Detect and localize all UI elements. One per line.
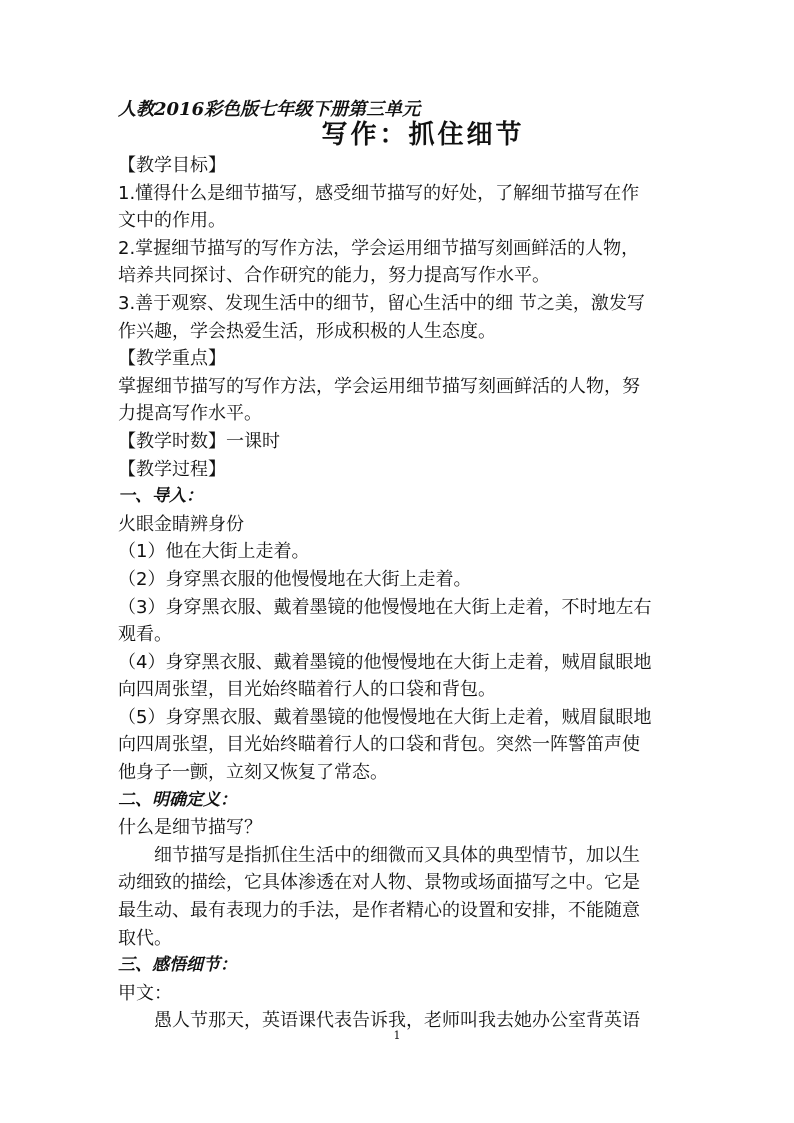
intro-item-2: （2）身穿黑衣服的他慢慢地在大街上走着。 [118, 568, 472, 590]
teaching-hours-label: 【教学时数】 [118, 430, 226, 452]
intro-item-5-line-3: 他身子一颤，立刻又恢复了常态。 [118, 762, 388, 784]
objective-3-line-2: 作兴趣，学会热爱生活，形成积极的人生态度。 [118, 320, 496, 342]
teaching-hours-value: 一课时 [226, 430, 280, 452]
definition-line-4: 取代。 [118, 927, 172, 949]
page-number: 1 [393, 1029, 401, 1042]
key-points-line-2: 力提高写作水平。 [118, 403, 262, 425]
feel-subheading: 甲文： [118, 982, 172, 1004]
book-line: 人教2016彩色版七年级下册第三单元 [118, 99, 421, 120]
process-heading: 【教学过程】 [118, 458, 226, 480]
definition-line-3: 最生动、最有表现力的手法，是作者精心的设置和安排，不能随意 [118, 900, 640, 922]
objective-2-line-1: 2.掌握细节描写的写作方法，学会运用细节描写刻画鲜活的人物， [118, 237, 640, 259]
objective-2-line-2: 培养共同探讨、合作研究的能力，努力提高写作水平。 [118, 265, 550, 287]
definition-line-2: 动细致的描绘，它具体渗透在对人物、景物或场面描写之中。它是 [118, 872, 640, 894]
definition-heading: 二、明确定义： [118, 789, 237, 810]
objective-3-line-1: 3.善于观察、发现生活中的细节，留心生活中的细 节之美，激发写 [118, 292, 645, 314]
objectives-heading: 【教学目标】 [118, 155, 226, 176]
document-title: 写作：抓住细节 [321, 120, 525, 150]
intro-item-5-line-2: 向四周张望，目光始终瞄着行人的口袋和背包。突然一阵警笛声使 [118, 734, 640, 756]
feel-heading: 三、感悟细节： [118, 955, 237, 976]
intro-activity: 火眼金睛辨身份 [118, 513, 244, 535]
objective-1-line-1: 1.懂得什么是细节描写，感受细节描写的好处，了解细节描写在作 [118, 182, 640, 204]
document-content [118, 98, 688, 1035]
intro-item-3-line-2: 观看。 [118, 624, 172, 646]
objective-1-line-2: 文中的作用。 [118, 210, 226, 232]
definition-line-1: 细节描写是指抓住生活中的细微而又具体的典型情节，加以生 [154, 844, 640, 866]
intro-item-3-line-1: （3）身穿黑衣服、戴着墨镜的他慢慢地在大街上走着，不时地左右 [118, 596, 652, 618]
intro-item-5-line-1: （5）身穿黑衣服、戴着墨镜的他慢慢地在大街上走着，贼眉鼠眼地 [118, 706, 652, 728]
intro-item-4-line-2: 向四周张望，目光始终瞄着行人的口袋和背包。 [118, 679, 496, 701]
key-points-heading: 【教学重点】 [118, 348, 226, 370]
intro-item-1: （1）他在大街上走着。 [118, 541, 310, 563]
intro-heading: 一、导入： [118, 486, 203, 507]
definition-question: 什么是细节描写？ [118, 817, 262, 839]
teaching-hours [118, 428, 688, 456]
intro-item-4-line-1: （4）身穿黑衣服、戴着墨镜的他慢慢地在大街上走着，贼眉鼠眼地 [118, 651, 652, 673]
key-points-line-1: 掌握细节描写的写作方法，学会运用细节描写刻画鲜活的人物，努 [118, 375, 640, 397]
feel-first-line: 愚人节那天，英语课代表告诉我，老师叫我去她办公室背英语 [154, 1010, 640, 1032]
